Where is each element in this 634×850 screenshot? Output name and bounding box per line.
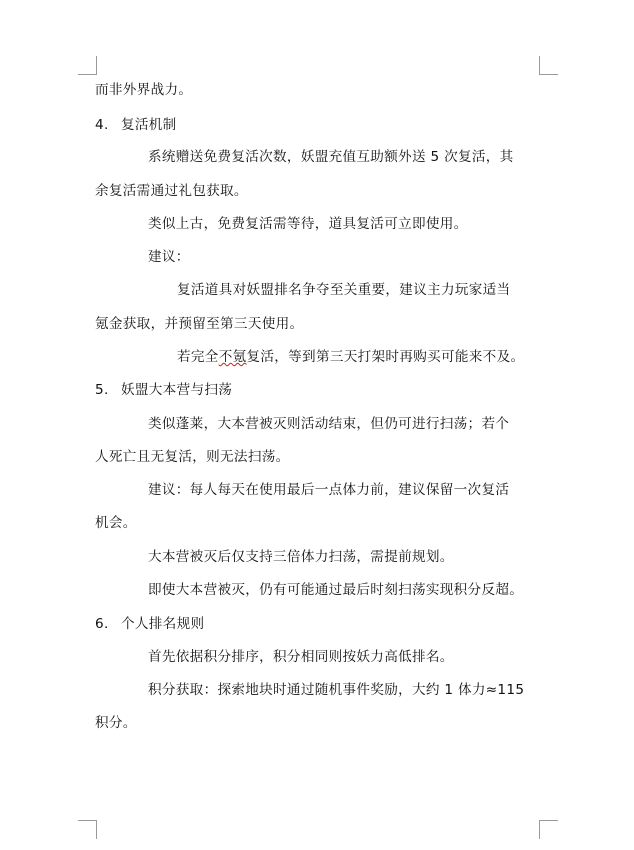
text-line: 建议：每人每天在使用最后一点体力前，建议保留一次复活 bbox=[148, 482, 510, 498]
list-number: 4. bbox=[95, 117, 109, 133]
text-line: 建议： bbox=[148, 249, 190, 265]
crop-mark-top-left bbox=[78, 56, 97, 75]
spellcheck-underlined-word[interactable]: 不氪 bbox=[218, 349, 247, 365]
text-line: 类似上古，免费复活需等待，道具复活可立即使用。 bbox=[148, 216, 468, 232]
text-line: 机会。 bbox=[95, 515, 137, 531]
text-line: 系统赠送免费复活次数，妖盟充值互助额外送 5 次复活，其 bbox=[148, 149, 514, 165]
section-title: 个人排名规则 bbox=[121, 616, 205, 632]
text-line: 积分。 bbox=[95, 715, 137, 731]
section-heading-5 bbox=[95, 380, 232, 400]
text-line: 首先依据积分排序，积分相同则按妖力高低排名。 bbox=[148, 649, 454, 665]
text-segment: 若完全 bbox=[177, 349, 219, 365]
section-heading-4 bbox=[95, 115, 177, 135]
text-line: 余复活需通过礼包获取。 bbox=[95, 183, 248, 199]
text-line: 复活道具对妖盟排名争夺至关重要，建议主力玩家适当 bbox=[177, 282, 511, 298]
list-number: 6. bbox=[95, 616, 109, 632]
text-line: 积分获取：探索地块时通过随机事件奖励，大约 1 体力≈115 bbox=[148, 682, 525, 698]
text-line: 大本营被灭后仅支持三倍体力扫荡，需提前规划。 bbox=[148, 549, 454, 565]
text-line: 而非外界战力。 bbox=[95, 82, 193, 98]
text-line: 类似蓬莱，大本营被灭则活动结束，但仍可进行扫荡；若个 bbox=[148, 416, 510, 432]
section-heading-6 bbox=[95, 614, 204, 634]
text-line: 人死亡且无复活，则无法扫荡。 bbox=[95, 449, 290, 465]
text-line: 即使大本营被灭，仍有可能通过最后时刻扫荡实现积分反超。 bbox=[148, 582, 524, 598]
text-segment: 复活，等到第三天打架时再购买可能来不及。 bbox=[246, 349, 525, 365]
section-title: 复活机制 bbox=[121, 117, 177, 133]
text-line: 氪金获取，并预留至第三天使用。 bbox=[95, 316, 304, 332]
text-line bbox=[177, 347, 524, 367]
crop-mark-bottom-right bbox=[539, 820, 558, 839]
crop-mark-bottom-left bbox=[78, 820, 97, 839]
list-number: 5. bbox=[95, 382, 109, 398]
crop-mark-top-right bbox=[539, 56, 558, 75]
section-title: 妖盟大本营与扫荡 bbox=[121, 382, 233, 398]
